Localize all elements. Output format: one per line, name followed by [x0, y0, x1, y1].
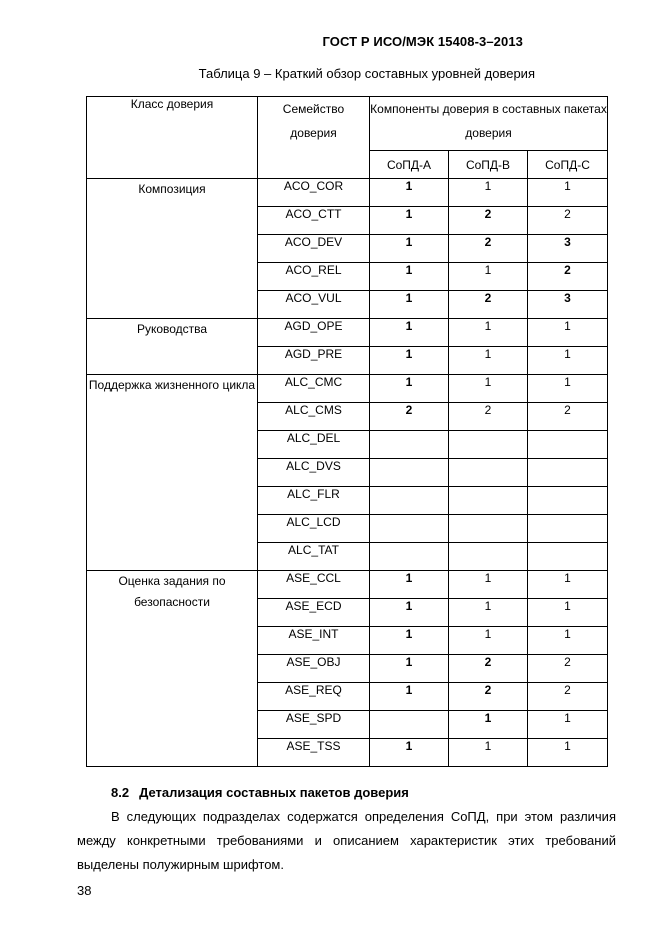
- package-c-value: 2: [528, 655, 608, 683]
- section-number: 8.2: [111, 785, 130, 800]
- family-cell: ASE_REQ: [258, 683, 370, 711]
- section-paragraph: В следующих подразделах содержатся определения СоПД, при этом различия между конкретными требованиями и описанием характеристик этих требований выделены полужирным шрифтом.: [77, 809, 616, 872]
- package-c-value: 1: [528, 375, 608, 403]
- package-a-value: [370, 431, 449, 459]
- package-a-value: 1: [370, 627, 449, 655]
- assurance-class-cell: Оценка задания по безопасности: [87, 571, 258, 767]
- package-c-value: 3: [528, 235, 608, 263]
- table-row: [87, 375, 608, 403]
- package-c-value: [528, 543, 608, 571]
- header-package-a: СоПД-А: [370, 151, 449, 179]
- package-b-value: 2: [449, 403, 528, 431]
- standard-header: ГОСТ Р ИСО/МЭК 15408-3–2013: [322, 34, 523, 49]
- family-cell: ASE_OBJ: [258, 655, 370, 683]
- package-b-value: 1: [449, 319, 528, 347]
- package-a-value: 1: [370, 375, 449, 403]
- package-a-value: [370, 711, 449, 739]
- package-a-value: [370, 487, 449, 515]
- package-a-value: 1: [370, 291, 449, 319]
- package-b-value: 2: [449, 207, 528, 235]
- family-cell: ASE_TSS: [258, 739, 370, 767]
- package-b-value: [449, 543, 528, 571]
- table-row: [87, 179, 608, 207]
- package-b-value: [449, 459, 528, 487]
- package-c-value: 1: [528, 739, 608, 767]
- package-c-value: 2: [528, 403, 608, 431]
- family-cell: ACO_VUL: [258, 291, 370, 319]
- table-body: [87, 179, 608, 767]
- package-b-value: 1: [449, 179, 528, 207]
- family-cell: AGD_OPE: [258, 319, 370, 347]
- package-a-value: 1: [370, 571, 449, 599]
- package-c-value: [528, 431, 608, 459]
- package-c-value: 2: [528, 207, 608, 235]
- family-cell: ASE_SPD: [258, 711, 370, 739]
- header-family: Семейство доверия: [258, 97, 370, 179]
- assurance-class-cell: Композиция: [87, 179, 258, 319]
- package-b-value: 1: [449, 711, 528, 739]
- family-cell: ACO_REL: [258, 263, 370, 291]
- section-heading: [111, 785, 409, 800]
- package-c-value: 1: [528, 319, 608, 347]
- family-cell: ALC_CMS: [258, 403, 370, 431]
- package-a-value: 1: [370, 683, 449, 711]
- package-a-value: 1: [370, 319, 449, 347]
- family-cell: ACO_CTT: [258, 207, 370, 235]
- package-c-value: [528, 515, 608, 543]
- package-b-value: [449, 431, 528, 459]
- package-a-value: 1: [370, 655, 449, 683]
- package-c-value: 1: [528, 571, 608, 599]
- package-a-value: 1: [370, 599, 449, 627]
- package-b-value: 1: [449, 571, 528, 599]
- package-b-value: 1: [449, 599, 528, 627]
- package-a-value: [370, 515, 449, 543]
- header-components: Компоненты доверия в составных пакетах доверия: [370, 97, 608, 151]
- package-c-value: [528, 459, 608, 487]
- package-a-value: [370, 543, 449, 571]
- package-b-value: [449, 515, 528, 543]
- assurance-class-cell: Поддержка жизненного цикла: [87, 375, 258, 571]
- package-b-value: 1: [449, 263, 528, 291]
- assurance-table: [86, 96, 608, 767]
- assurance-class-cell: Руководства: [87, 319, 258, 375]
- package-a-value: 1: [370, 179, 449, 207]
- header-package-b: СоПД-В: [449, 151, 528, 179]
- family-cell: ALC_CMC: [258, 375, 370, 403]
- family-cell: ACO_COR: [258, 179, 370, 207]
- package-a-value: 1: [370, 207, 449, 235]
- package-b-value: 2: [449, 291, 528, 319]
- family-cell: AGD_PRE: [258, 347, 370, 375]
- package-c-value: 1: [528, 179, 608, 207]
- table-row: [87, 319, 608, 347]
- family-cell: ASE_CCL: [258, 571, 370, 599]
- package-a-value: 1: [370, 263, 449, 291]
- family-cell: ALC_LCD: [258, 515, 370, 543]
- package-c-value: 1: [528, 347, 608, 375]
- page-number: 38: [77, 883, 92, 898]
- table-row: [87, 571, 608, 599]
- package-c-value: 2: [528, 263, 608, 291]
- package-a-value: 1: [370, 347, 449, 375]
- package-c-value: 3: [528, 291, 608, 319]
- family-cell: ALC_DVS: [258, 459, 370, 487]
- package-c-value: 1: [528, 711, 608, 739]
- package-b-value: [449, 487, 528, 515]
- package-a-value: 1: [370, 235, 449, 263]
- package-c-value: 1: [528, 599, 608, 627]
- package-b-value: 1: [449, 375, 528, 403]
- package-a-value: 1: [370, 739, 449, 767]
- package-b-value: 2: [449, 683, 528, 711]
- package-a-value: [370, 459, 449, 487]
- family-cell: ACO_DEV: [258, 235, 370, 263]
- package-c-value: 2: [528, 683, 608, 711]
- package-a-value: 2: [370, 403, 449, 431]
- table-caption: Таблица 9 – Краткий обзор составных уровней доверия: [198, 66, 535, 81]
- family-cell: ASE_ECD: [258, 599, 370, 627]
- package-b-value: 1: [449, 347, 528, 375]
- family-cell: ALC_TAT: [258, 543, 370, 571]
- family-cell: ALC_FLR: [258, 487, 370, 515]
- section-title: Детализация составных пакетов доверия: [139, 785, 409, 800]
- family-cell: ALC_DEL: [258, 431, 370, 459]
- package-b-value: 1: [449, 627, 528, 655]
- package-c-value: 1: [528, 627, 608, 655]
- family-cell: ASE_INT: [258, 627, 370, 655]
- package-c-value: [528, 487, 608, 515]
- header-package-c: СоПД-С: [528, 151, 608, 179]
- header-class: Класс доверия: [87, 97, 258, 179]
- package-b-value: 1: [449, 739, 528, 767]
- package-b-value: 2: [449, 235, 528, 263]
- package-b-value: 2: [449, 655, 528, 683]
